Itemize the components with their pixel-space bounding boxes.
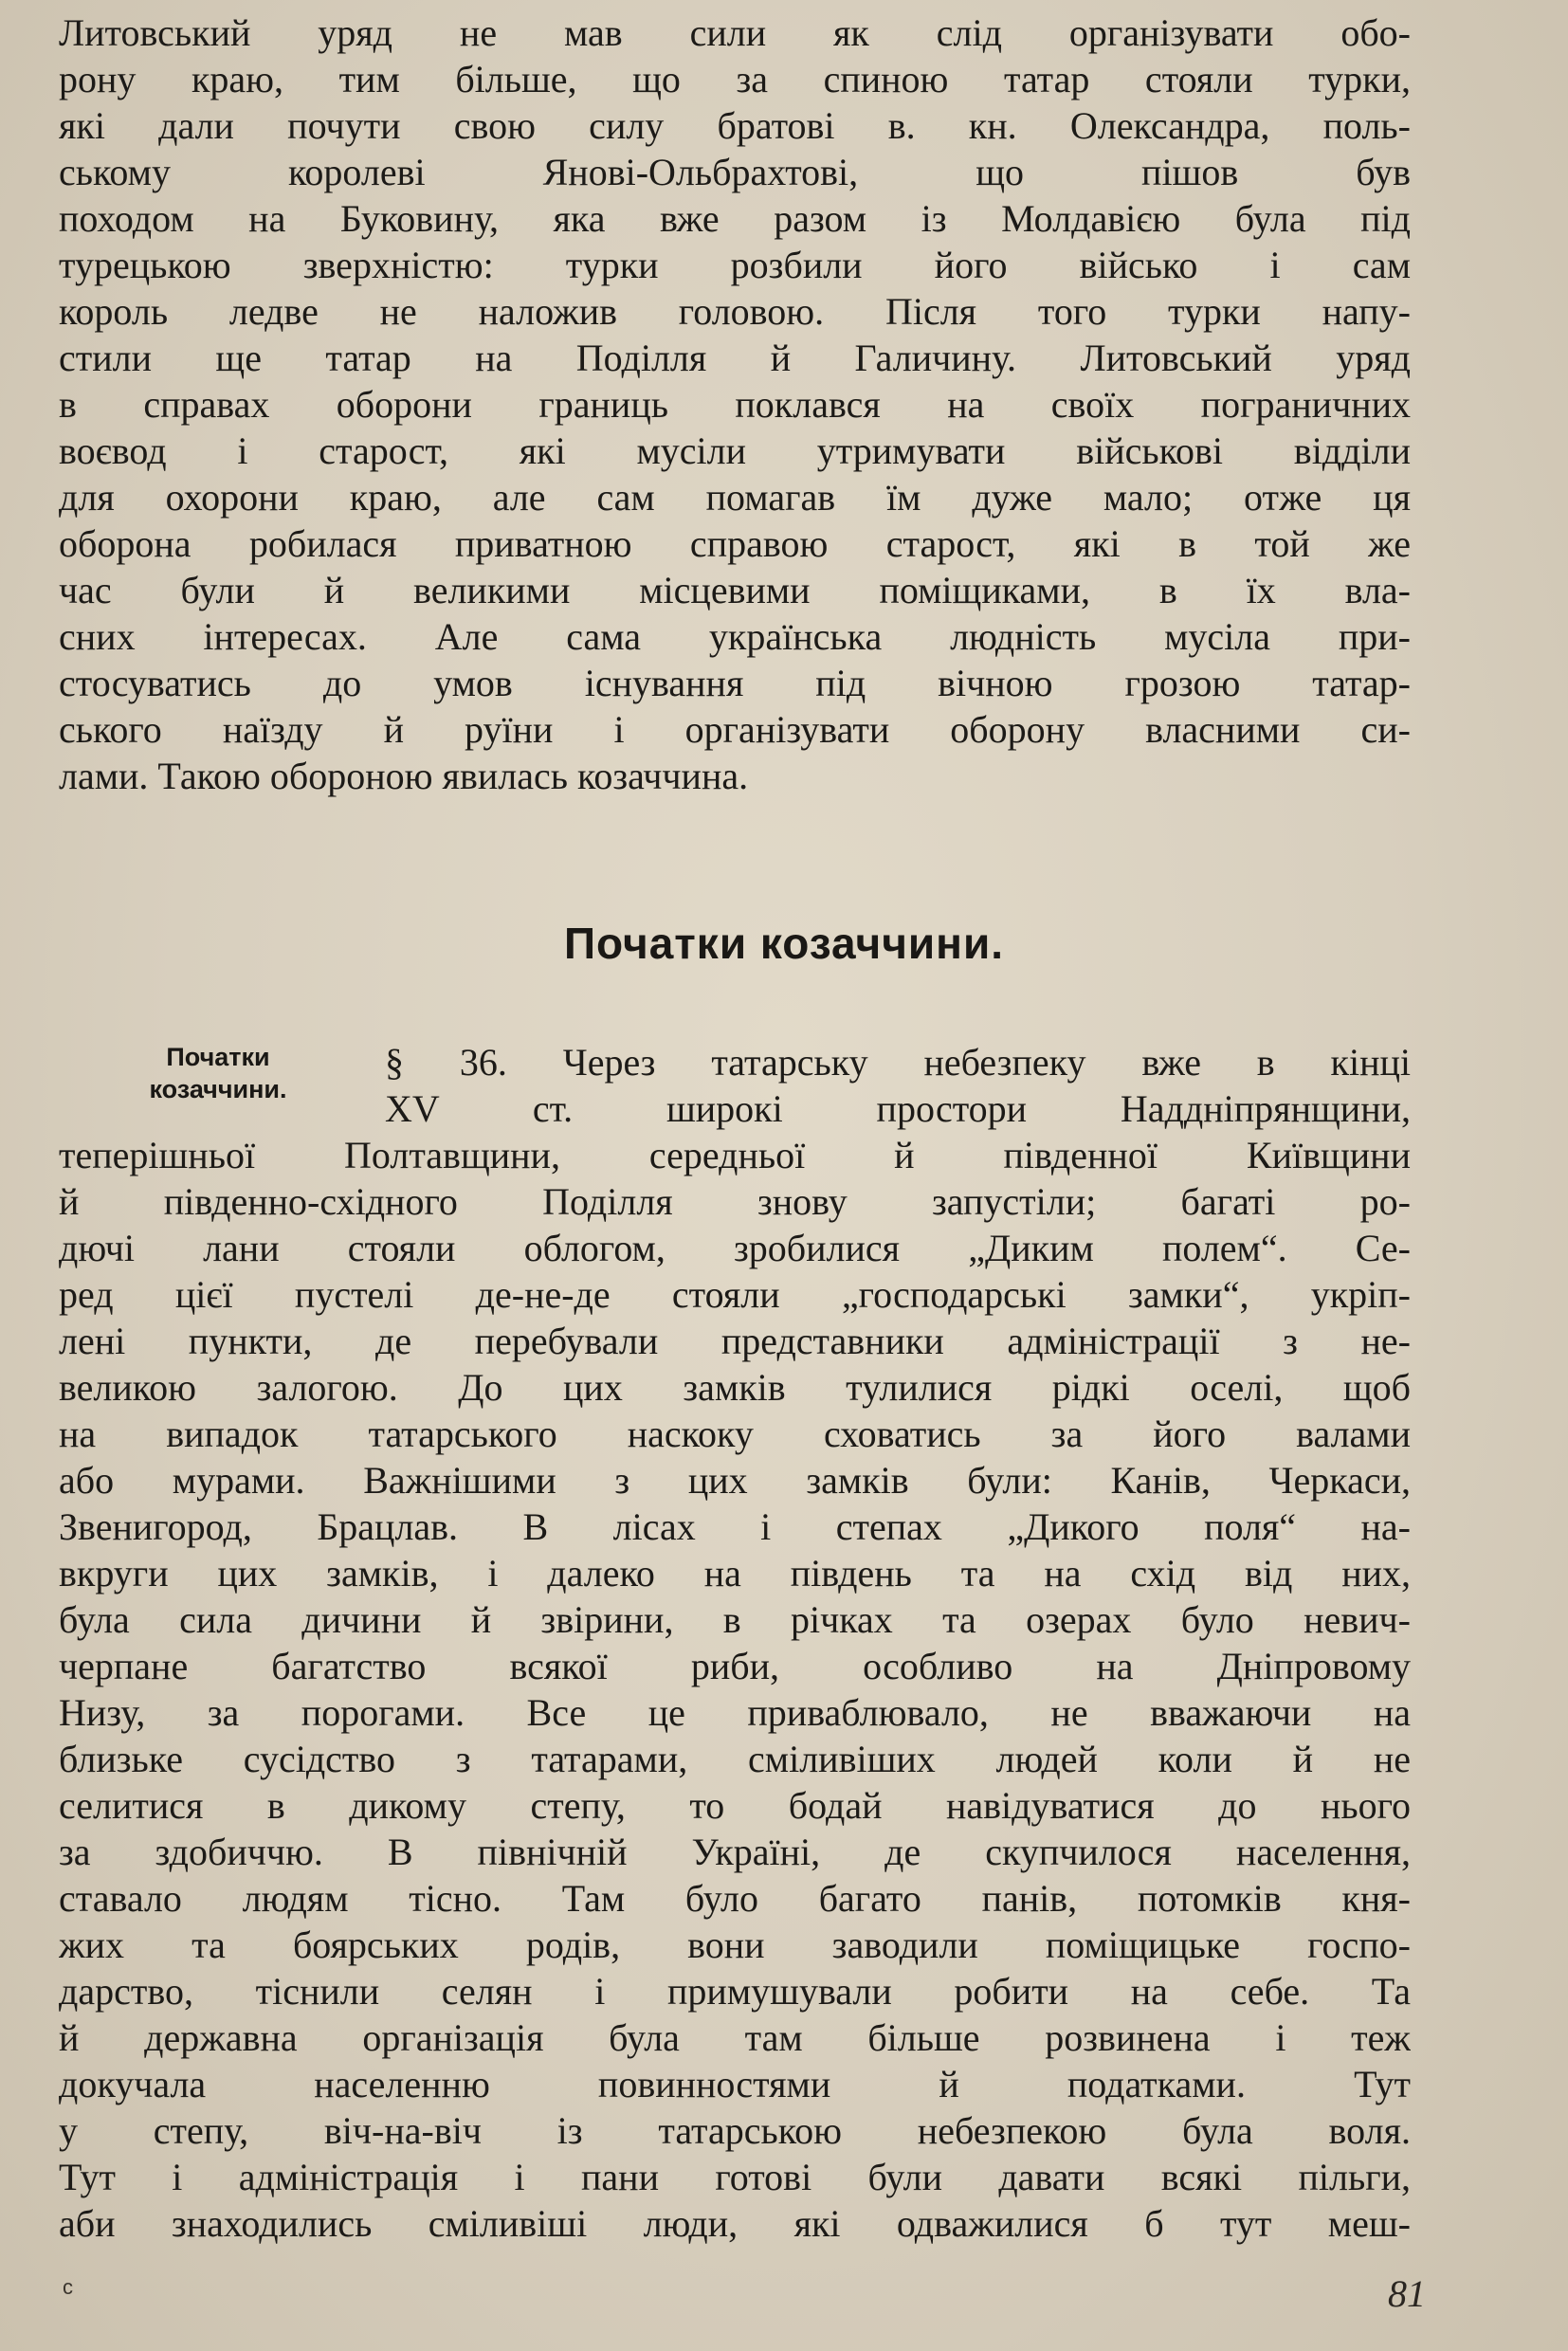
text-line: й південно-східного Поділля знову запустіли; багаті ро- — [59, 1180, 1411, 1223]
text-line: стосуватись до умов існування під вічною грозою татар- — [59, 662, 1411, 704]
text-line: стили ще татар на Поділля й Галичину. Литовський уряд — [59, 337, 1411, 379]
text-line: час були й великими місцевими поміщиками, в їх вла- — [59, 569, 1411, 611]
text-line: лами. Такою обороною явилась козаччина. — [59, 755, 749, 797]
text-line: рону краю, тим більше, що за спиною татар стояли турки, — [59, 58, 1411, 100]
text-line: в справах оборони границь поклався на своїх пограничних — [59, 383, 1411, 426]
text-line: й державна організація була там більше розвинена і теж — [59, 2016, 1411, 2059]
text-line: сних інтересах. Але сама українська людність мусіла при- — [59, 615, 1411, 658]
text-line: король ледве не наложив головою. Після того турки напу- — [59, 290, 1411, 333]
text-line: Тут і адміністрація і пани готові були давати всякі пільги, — [59, 2156, 1411, 2198]
section-heading: Початки козаччини. — [563, 919, 1005, 968]
text-line: ставало людям тісно. Там було багато панів, потомків кня- — [59, 1877, 1411, 1920]
text-line: Литовський уряд не мав сили як слід організувати обо- — [59, 11, 1411, 54]
text-line: дарство, тіснили селян і примушували робити на себе. Та — [59, 1970, 1411, 2013]
text-line: ському королеві Янові-Ольбрахтові, що пішов був — [59, 151, 1411, 193]
text-line: дючі лани стояли облогом, зробилися „Диким полем“. Се- — [59, 1227, 1411, 1269]
indented-lines — [59, 1039, 1411, 1132]
page-number: 81 — [1388, 2272, 1426, 2315]
text-line: ського наїзду й руїни і організувати оборону власними си- — [59, 708, 1411, 751]
text-line: жих та боярських родів, вони заводили поміщицьке госпо- — [59, 1923, 1411, 1966]
text-line: на випадок татарського наскоку сховатись за його валами — [59, 1412, 1411, 1455]
text-line: теперішньої Полтавщини, середньої й південної Київщини — [59, 1134, 1411, 1176]
text-line: для охорони краю, але сам помагав їм дуже мало; отже ця — [59, 476, 1411, 519]
section-paragraph — [59, 1039, 1411, 2247]
text-line: XV ст. широкі простори Наддніпрянщини, — [385, 1087, 1411, 1130]
text-line: або мурами. Важнішими з цих замків були: Канів, Черкаси, — [59, 1459, 1411, 1502]
text-line: за здобиччю. В північній Україні, де скупчилося населення, — [59, 1831, 1411, 1873]
text-line: аби знаходились сміливіші люди, які одважилися б тут меш- — [59, 2202, 1411, 2245]
text-line: великою залогою. До цих замків тулилися рідкі оселі, щоб — [59, 1366, 1411, 1409]
text-line: вкруги цих замків, і далеко на південь та на схід від них, — [59, 1552, 1411, 1595]
text-line: воєвод і старост, які мусіли утримувати військові відділи — [59, 429, 1411, 472]
text-line: докучала населенню повинностями й податками. Тут — [59, 2063, 1411, 2105]
text-line: оборона робилася приватною справою старост, які в той же — [59, 522, 1411, 565]
text-line: лені пункти, де перебували представники адміністрації з не- — [59, 1320, 1411, 1362]
text-line: § 36. Через татарську небезпеку вже в кінці — [385, 1041, 1411, 1084]
corner-mark: с — [63, 2275, 73, 2299]
text-line: Звенигород, Брацлав. В лісах і степах „Дикого поля“ на- — [59, 1505, 1411, 1548]
margin-note-line: Початки — [166, 1043, 270, 1071]
text-line: у степу, віч-на-віч із татарською небезпекою була воля. — [59, 2109, 1411, 2152]
text-line: ред цієї пустелі де-не-де стояли „господарські замки“, укріп- — [59, 1273, 1411, 1316]
text-line: була сила дичини й звірини, в річках та озерах було невич- — [59, 1598, 1411, 1641]
text-line: походом на Буковину, яка вже разом із Молдавією була під — [59, 197, 1411, 240]
text-line: турецькою зверхністю: турки розбили його військо і сам — [59, 244, 1411, 286]
margin-note-line: козаччини. — [149, 1075, 287, 1103]
text-line: які дали почути свою силу братові в. кн. Олександра, поль- — [59, 104, 1411, 147]
text-line: близьке сусідство з татарами, сміливіших людей коли й не — [59, 1738, 1411, 1780]
text-line: Низу, за порогами. Все це приваблювало, не вважаючи на — [59, 1691, 1411, 1734]
text-line: селитися в дикому степу, то бодай навідуватися до нього — [59, 1784, 1411, 1827]
intro-paragraph — [59, 9, 1411, 799]
text-line: черпане багатство всякої риби, особливо на Дніпровому — [59, 1645, 1411, 1687]
